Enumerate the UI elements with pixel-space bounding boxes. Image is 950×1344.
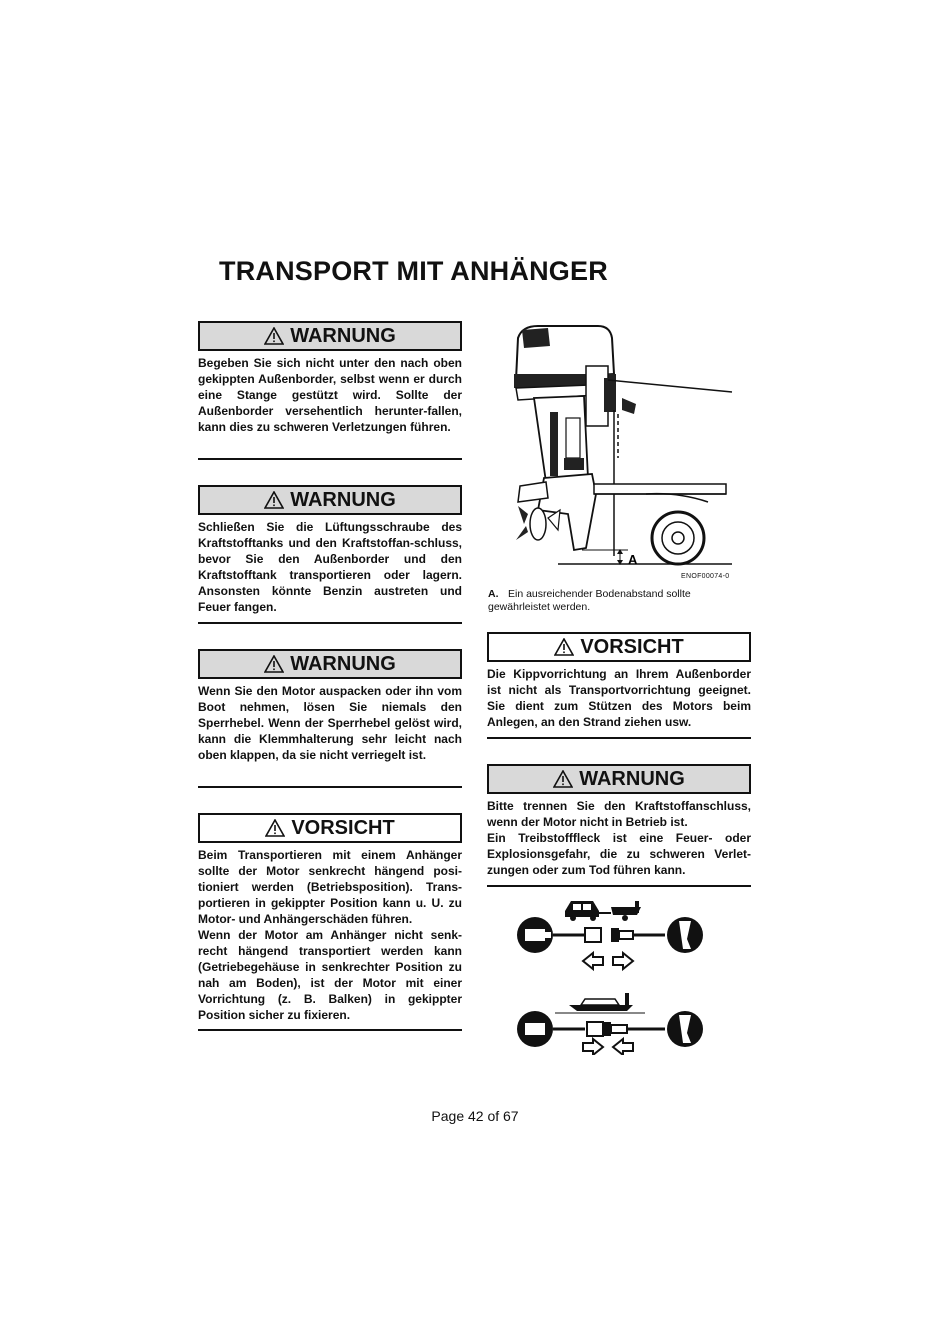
caution-text-1: Beim Transportieren mit einem Anhänger sollte der Motor senkrecht hängend posi-tioniert werden (Betriebsposition). Trans-portieren in gekippter Position kann u. U. zu Motor- und Anhängerschäden führen. Wenn der Motor am Anhänger nicht senk-recht hängend transportiert werden kann (Getriebegehäuse in senkrechter Position zu nah am Boden), ist der Motor mit einer Vorrichtung (z. B. Balken) in gekippter Position sicher zu fixieren. [198, 848, 462, 1022]
caution-block-2 [487, 632, 751, 730]
warning-text-1: Begeben Sie sich nicht unter den nach oben gekippten Außenborder, selbst wenn er durch eine Stange gestützt wird. Sollte der Außenborder versehentlich herunter-fallen, kann dies zu schweren Verletzungen führen. [198, 356, 462, 434]
warning-block-3 [198, 649, 462, 763]
caption-key: A. [488, 588, 499, 600]
divider [198, 458, 462, 460]
figure-caption [488, 588, 738, 614]
dimension-label-a: A [628, 552, 638, 567]
divider [198, 1029, 462, 1031]
warning-text-4: Bitte trennen Sie den Kraftstoffanschluss, wenn der Motor nicht in Betrieb ist. Ein Treibstofffleck ist eine Feuer- oder Explosionsgefahr, die zu schweren Verlet-zungen oder zum Tod führen kann. [487, 799, 751, 877]
warning-header-3 [198, 649, 462, 679]
outboard-trailer-illustration [488, 318, 744, 578]
divider [487, 885, 751, 887]
caution-header-1 [198, 813, 462, 843]
warning-block-4 [487, 764, 751, 878]
warning-text-3: Wenn Sie den Motor auspacken oder ihn vom Boot nehmen, lösen Sie niemals den Sperrhebel. Wenn der Sperrhebel gelöst wird, kann die Klemmhalterung sehr leicht nach oben klappen, da sie nicht verriegelt ist. [198, 684, 462, 762]
warning-label: WARNUNG [290, 652, 396, 675]
warning-triangle-icon [553, 770, 573, 788]
warning-label: WARNUNG [290, 324, 396, 347]
warning-triangle-icon [264, 327, 284, 345]
warning-header-1 [198, 321, 462, 351]
warning-label: WARNUNG [579, 767, 685, 790]
caution-label: VORSICHT [291, 816, 395, 839]
warning-label: WARNUNG [290, 488, 396, 511]
warning-text-2: Schließen Sie die Lüftungsschraube des Kraftstofftanks und den Kraftstoffan-schluss, bevor Sie den Außenborder und den Kraftstofftank transportieren oder lagern. Ansonsten könnte Benzin austreten und Feuer fangen. [198, 520, 462, 614]
warning-triangle-icon [265, 819, 285, 837]
warning-header-4 [487, 764, 751, 794]
warning-triangle-icon [264, 655, 284, 673]
divider [198, 786, 462, 788]
caution-text-2: Die Kippvorrichtung an Ihrem Außenborder ist nicht als Transportvorrichtung geeignet. Sie dient zum Stützen des Motors beim Anlegen, an den Strand ziehen usw. [487, 667, 751, 729]
warning-block-2 [198, 485, 462, 615]
divider [198, 622, 462, 624]
caption-text: Ein ausreichender Bodenabstand sollte gewährleistet werden. [488, 588, 691, 613]
fuel-connector-diagram [515, 895, 710, 1055]
divider [487, 737, 751, 739]
caution-header-2 [487, 632, 751, 662]
warning-block-1 [198, 321, 462, 435]
page-footer: Page 42 of 67 [431, 1108, 519, 1124]
caution-label: VORSICHT [580, 635, 684, 658]
figure-code: ENOF00074-0 [681, 573, 730, 580]
page-title: TRANSPORT MIT ANHÄNGER [219, 256, 608, 286]
warning-triangle-icon [554, 638, 574, 656]
warning-triangle-icon [264, 491, 284, 509]
warning-header-2 [198, 485, 462, 515]
caution-block-1 [198, 813, 462, 1023]
